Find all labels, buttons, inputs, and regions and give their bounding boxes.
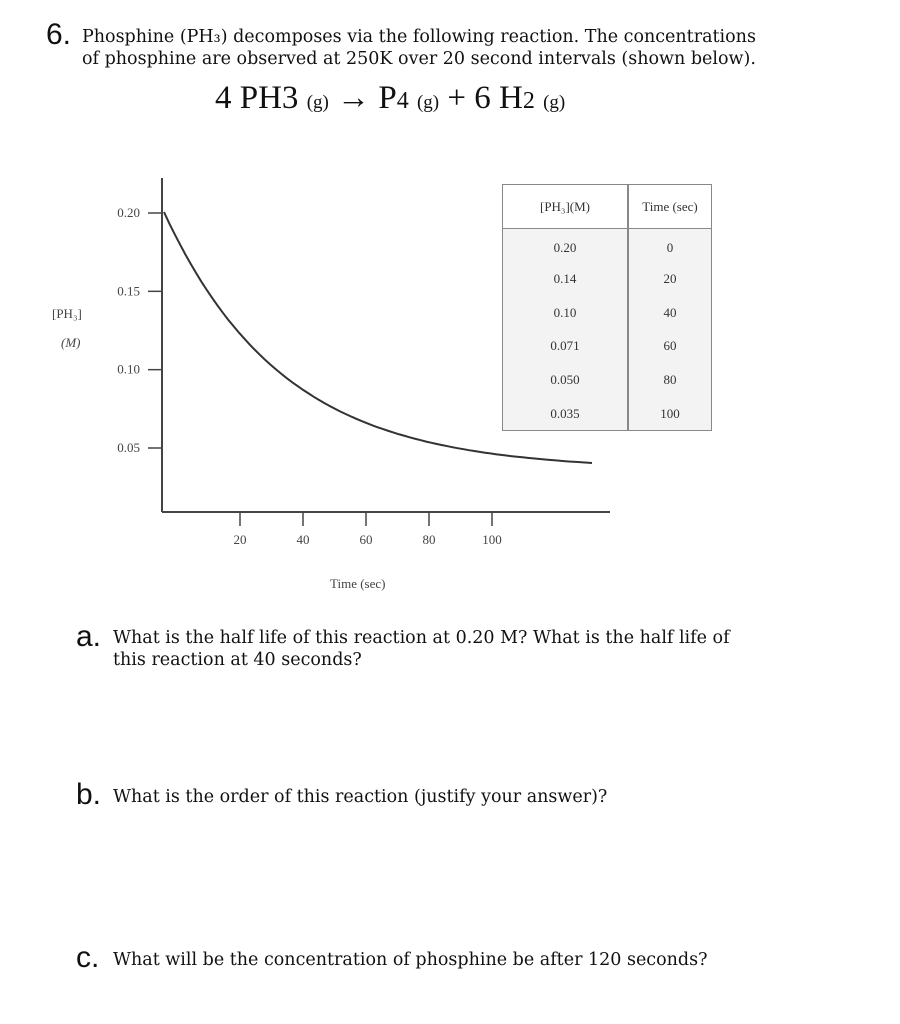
- part-a-letter: a.: [76, 620, 102, 653]
- x-tick-label: 80: [422, 532, 436, 547]
- table-cell-time: 20: [628, 262, 712, 296]
- plus-sign: +: [447, 80, 466, 116]
- part-c-text: What will be the concentration of phosphine be after 120 seconds?: [113, 950, 708, 970]
- table-cell-concentration: 0.20: [503, 229, 629, 263]
- table-cell-concentration: 0.050: [503, 363, 629, 397]
- table-row: [503, 330, 712, 364]
- y-tick-label: 0.10: [117, 361, 140, 377]
- part-b-letter: b.: [76, 778, 102, 811]
- table-cell-time: 40: [628, 296, 712, 330]
- x-tick-label: 20: [233, 532, 247, 547]
- question-intro-line1: Phosphine (PH₃) decomposes via the following reaction. The concentrations: [82, 27, 756, 47]
- state-2: (g): [416, 92, 440, 113]
- table-row: [503, 229, 712, 263]
- question-number: 6.: [46, 18, 72, 51]
- x-axis-title: Time (sec): [330, 576, 386, 591]
- table-header-concentration: [PH₃](M): [503, 185, 629, 229]
- y-tick-label: 0.20: [117, 205, 140, 220]
- part-a-line1: What is the half life of this reaction at 0.20 M? What is the half life of: [113, 628, 730, 648]
- question-intro-line2: of phosphine are observed at 250K over 20 second intervals (shown below).: [82, 49, 756, 69]
- concentration-chart: [0, 170, 900, 600]
- table-cell-concentration: 0.035: [503, 397, 629, 431]
- y-tick-label: 0.15: [117, 283, 140, 299]
- coef-2: 6: [474, 80, 491, 116]
- data-table: [502, 184, 712, 431]
- table-cell-time: 0: [628, 229, 712, 263]
- product-1-subscript: 4: [396, 88, 409, 114]
- y-axis-label-line1: [PH₃]: [52, 306, 82, 321]
- table-row: [503, 262, 712, 296]
- table-row: [503, 363, 712, 397]
- state-3: (g): [543, 92, 566, 113]
- table-cell-concentration: 0.14: [503, 262, 629, 296]
- reaction-arrow: →: [337, 80, 371, 116]
- table-cell-concentration: 0.071: [503, 330, 629, 364]
- table-cell-time: 80: [628, 363, 712, 397]
- table-cell-time: 100: [628, 397, 712, 431]
- reactant-formula: PH3: [239, 80, 299, 116]
- part-a-line2: this reaction at 40 seconds?: [113, 650, 362, 670]
- x-tick-label: 100: [482, 532, 502, 547]
- product-2-formula: H: [498, 80, 523, 116]
- part-c-letter: c.: [76, 941, 100, 974]
- x-tick-label: 60: [359, 532, 373, 547]
- reaction-equation: [215, 80, 565, 121]
- table-cell-concentration: 0.10: [503, 296, 629, 330]
- table-header-time: Time (sec): [628, 185, 712, 229]
- product-1-formula: P: [378, 80, 397, 116]
- table-row: [503, 296, 712, 330]
- y-axis-label-line2: (M): [61, 335, 81, 350]
- table-row: [503, 397, 712, 431]
- coef-1: 4: [215, 80, 232, 116]
- state-1: (g): [306, 92, 329, 113]
- product-2-subscript: 2: [522, 88, 535, 114]
- part-b-text: What is the order of this reaction (justify your answer)?: [113, 787, 608, 807]
- y-tick-label: 0.05: [117, 440, 140, 455]
- table-cell-time: 60: [628, 330, 712, 364]
- x-tick-label: 40: [296, 532, 310, 547]
